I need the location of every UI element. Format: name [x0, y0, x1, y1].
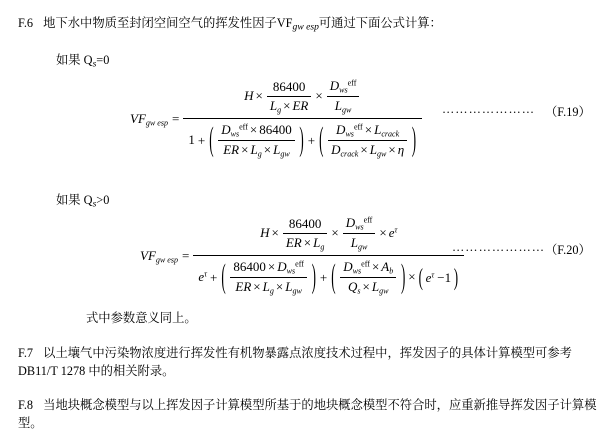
- sym-Lg-sub: g: [320, 242, 325, 252]
- section-f7-number: F.7: [18, 346, 34, 360]
- sym-ER: ER: [292, 97, 309, 113]
- num-Dws: [327, 78, 360, 97]
- equation-f19-lhs-sub: gw esp: [145, 118, 169, 128]
- sym-Lgw-sub: gw: [292, 286, 302, 296]
- sym-Dws-sub: ws: [230, 129, 240, 139]
- den-Dcrack-Lgw-eta: [328, 141, 407, 159]
- den-Lgw: [327, 97, 360, 115]
- condition-case-2: [56, 190, 109, 209]
- sym-Dws-sub: ws: [286, 266, 296, 276]
- parameters-note: 式中参数意义同上。: [86, 311, 197, 325]
- condition-case-1-tail: =0: [96, 53, 110, 67]
- den-Qs-Lgw: [340, 278, 396, 296]
- sym-Lg: L: [250, 142, 258, 158]
- equation-f19-leader-dots: …………………: [442, 102, 536, 116]
- frac-86400-over-LgER: [267, 79, 312, 116]
- sym-Lgw: L: [285, 279, 293, 295]
- frac-Dws86400-over-ERLgLgw: [218, 122, 295, 160]
- times-op: ×: [362, 279, 370, 295]
- equation-f19-denominator: [183, 119, 422, 160]
- sym-e: e: [198, 268, 205, 284]
- const-86400: 86400: [283, 216, 328, 234]
- section-f7-text: 以土壤气中污染物浓度进行挥发性有机物暴露点浓度技术过程中，挥发因子的具体计算模型可参考DB11/T 1278 中的相关附录。: [18, 346, 572, 378]
- equation-f19-main-fraction: [183, 78, 422, 160]
- sym-eta: η: [397, 142, 405, 158]
- paren-group-5: [418, 270, 460, 287]
- times-op: ×: [379, 224, 387, 240]
- sym-Lg: L: [269, 97, 278, 113]
- sym-Lgw: L: [369, 142, 377, 158]
- sym-Lgw: L: [350, 235, 358, 251]
- num-Dws-Ab: [340, 259, 396, 278]
- sym-Dws-sup: eff: [239, 122, 248, 132]
- sym-Dws-sub: ws: [339, 85, 348, 95]
- sym-Dcrack-sub: crack: [340, 149, 359, 159]
- section-f8-paragraph: [18, 396, 603, 432]
- const-86400: 86400: [259, 121, 292, 137]
- sym-Lg-sub: g: [257, 149, 262, 159]
- sym-Dws-sup: eff: [295, 259, 304, 269]
- times-op: ×: [271, 224, 279, 240]
- sym-ER: ER: [223, 142, 240, 158]
- sym-Lgw-sub: gw: [357, 242, 368, 252]
- equation-f19-equals: =: [172, 110, 180, 126]
- times-op: ×: [364, 121, 373, 137]
- plus-op: +: [319, 269, 328, 285]
- plus-op: +: [307, 132, 316, 148]
- paren-group-4: [330, 259, 406, 297]
- sym-Dws-sub: ws: [345, 129, 354, 139]
- sym-Dws-sup: eff: [361, 259, 370, 269]
- times-op: ×: [267, 258, 276, 274]
- condition-case-2-sub: s: [92, 198, 97, 210]
- sym-Ab-sub: b: [389, 266, 394, 276]
- den-Lg-ER: [267, 97, 312, 115]
- paren-group-3: [220, 259, 317, 297]
- den-one: 1: [188, 131, 195, 147]
- const-86400: 86400: [267, 79, 312, 97]
- times-op: ×: [263, 142, 272, 158]
- condition-case-1-sub: s: [92, 58, 97, 70]
- condition-case-1-text: 如果 Q: [56, 53, 93, 67]
- sym-Lgw: L: [273, 142, 281, 158]
- frac-Dws-over-Lgw: [327, 78, 360, 116]
- equation-f20-denominator: [193, 256, 464, 297]
- times-op: ×: [371, 258, 380, 274]
- frac-DwsAb-over-QsLgw: [340, 259, 396, 297]
- num-86400-Dws: [230, 259, 307, 278]
- sym-Qs-sub: s: [357, 286, 361, 296]
- sym-e-exponent: τ: [204, 269, 208, 279]
- times-op: ×: [408, 268, 416, 284]
- equation-f19: [130, 78, 460, 159]
- times-op: ×: [360, 142, 368, 158]
- sym-Dcrack: D: [331, 142, 341, 158]
- equation-f20: [140, 215, 480, 296]
- section-f6-number: F.6: [18, 16, 34, 30]
- section-f6-text-tail: 可通过下面公式计算：: [318, 16, 442, 30]
- den-ER-Lg-Lgw: [218, 141, 295, 159]
- equation-f20-leader-dots: …………………: [452, 240, 546, 254]
- sym-e: e: [388, 224, 395, 240]
- sym-Dws-sub: ws: [355, 222, 364, 232]
- condition-case-1: [56, 50, 109, 69]
- sym-Lg: L: [262, 279, 270, 295]
- times-op: ×: [255, 87, 263, 103]
- times-op: ×: [283, 97, 291, 113]
- equation-f19-number: （F.19）: [545, 105, 591, 119]
- equation-f19-lhs-symbol: VF: [130, 110, 146, 126]
- sym-Dws: D: [343, 258, 353, 274]
- equation-f20-lhs-sub: gw esp: [155, 255, 179, 265]
- equation-f19-numerator: [183, 78, 422, 119]
- section-f6-text: 地下水中物质至封闭空间空气的挥发性因子VF: [43, 16, 293, 30]
- sym-e-exponent: τ: [394, 225, 398, 235]
- sym-Lg: L: [313, 234, 321, 250]
- section-f8-number: F.8: [18, 398, 34, 412]
- times-op: ×: [388, 142, 396, 158]
- num-Dws: [343, 215, 376, 234]
- sym-Lgw: L: [334, 98, 342, 114]
- condition-case-2-text: 如果 Q: [56, 193, 93, 207]
- sym-Dws-sup: eff: [363, 215, 373, 225]
- minus-one: −1: [437, 269, 452, 285]
- sym-Lg-sub: g: [269, 286, 274, 296]
- paren-group-1: [208, 122, 305, 160]
- paren-group-2: [318, 122, 417, 160]
- equation-f20-main-fraction: [193, 215, 464, 297]
- condition-case-2-tail: >0: [96, 193, 110, 207]
- times-op: ×: [275, 279, 284, 295]
- sym-Ab: A: [381, 258, 390, 274]
- sym-Lcrack: L: [374, 121, 382, 137]
- sym-e-exponent: τ: [431, 270, 435, 280]
- sym-Dws-sub: ws: [352, 266, 362, 276]
- sym-Dws: D: [336, 121, 346, 137]
- sym-Lgw-sub: gw: [280, 149, 290, 159]
- sym-Dws: D: [329, 78, 340, 93]
- num-Dws-86400: [218, 122, 295, 141]
- den-Lgw: [343, 234, 376, 252]
- frac-86400Dws-over-ERLgLgw: [230, 259, 307, 297]
- sym-Lgw-sub: gw: [376, 149, 387, 159]
- times-op: ×: [315, 87, 323, 103]
- sym-Lg-sub: g: [277, 105, 282, 115]
- sym-Lgw-sub: gw: [379, 286, 389, 296]
- equation-f20-lhs-symbol: VF: [140, 247, 156, 263]
- times-op: ×: [249, 121, 258, 137]
- section-f8-text: 当地块概念模型与以上挥发因子计算模型所基于的地块概念模型不符合时，应重新推导挥发因子计算模型。: [18, 398, 597, 430]
- times-op: ×: [253, 279, 261, 295]
- sym-Qs: Q: [348, 279, 358, 295]
- equation-f20-numerator: [193, 215, 464, 256]
- equation-f20-equals: =: [182, 247, 190, 263]
- times-op: ×: [331, 224, 339, 240]
- sym-H: H: [260, 224, 270, 240]
- times-op: ×: [303, 234, 312, 250]
- frac-DwsLcrack-over-DcrackLgwEta: [328, 122, 407, 160]
- den-ER-Lg-Lgw: [230, 278, 307, 296]
- sym-Lcrack-sub: crack: [381, 129, 400, 139]
- sym-e: e: [425, 269, 432, 285]
- sym-Lgw: L: [371, 279, 380, 295]
- sym-Dws: D: [345, 215, 356, 230]
- plus-op: +: [197, 132, 206, 148]
- sym-H: H: [244, 87, 254, 103]
- times-op: ×: [241, 142, 249, 158]
- sym-ER: ER: [285, 234, 302, 250]
- section-f6-symbol-sub: gw esp: [292, 21, 319, 33]
- sym-Dws: D: [221, 121, 231, 137]
- sym-Dws-sup: eff: [347, 78, 357, 88]
- const-86400: 86400: [233, 258, 266, 274]
- sym-Dws: D: [277, 258, 287, 274]
- equation-f19-lhs: [130, 111, 168, 126]
- section-f6-paragraph: [18, 14, 603, 36]
- sym-Dws-sup: eff: [353, 122, 363, 132]
- equation-f20-lhs: [140, 248, 178, 263]
- sym-ER: ER: [235, 279, 252, 295]
- plus-op: +: [210, 269, 218, 285]
- den-ER-Lg: [283, 234, 328, 252]
- frac-Dws-over-Lgw: [343, 215, 376, 253]
- num-Dws-Lcrack: [328, 122, 407, 141]
- sym-Lgw-sub: gw: [341, 105, 352, 115]
- equation-f20-number: （F.20）: [545, 243, 591, 257]
- section-f7-paragraph: [18, 344, 603, 380]
- frac-86400-over-ERLg: [283, 216, 328, 253]
